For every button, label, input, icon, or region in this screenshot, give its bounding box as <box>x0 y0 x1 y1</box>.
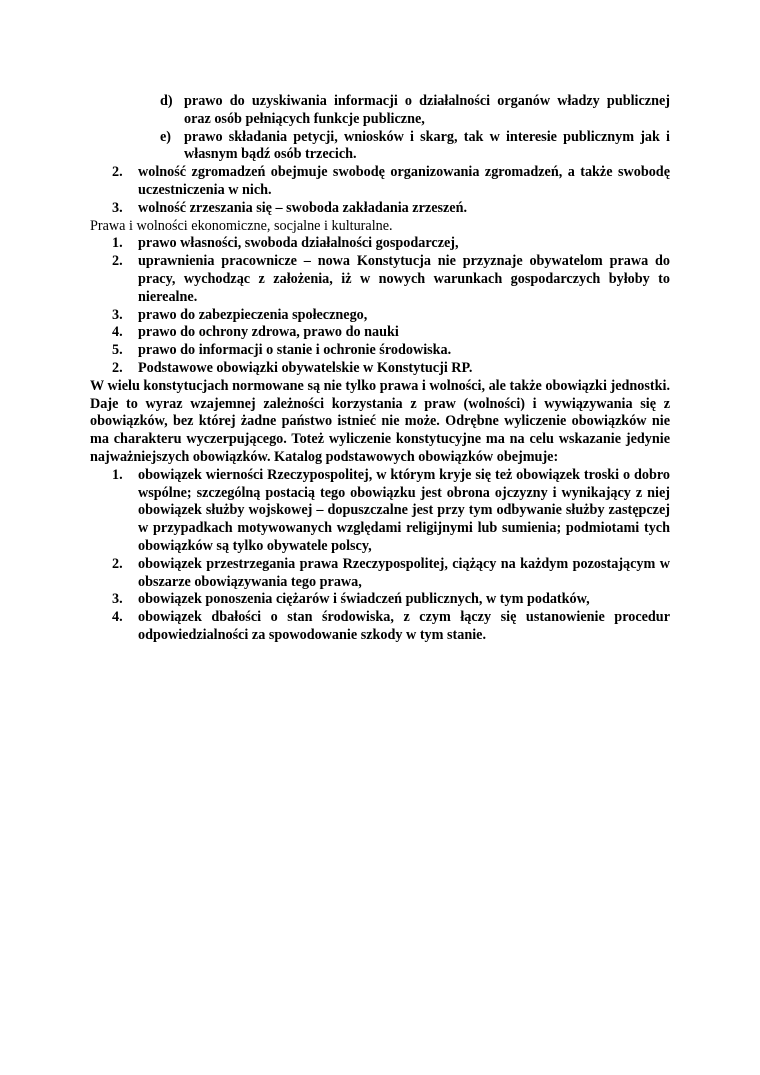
list-text: prawo do uzyskiwania informacji o działalności organów władzy publicznej oraz osób pełniących funkcje publiczne, <box>184 93 670 127</box>
body-paragraph: W wielu konstytucjach normowane są nie tylko prawa i wolności, ale także obowiązki jednostki. Daje to wyraz wzajemnej zależności korzystania z praw (wolności) i wywiązywania się z obowiązków, bez której żadne państwo istnieć nie może. Odrębne wyliczenie obowiązków nie ma charakteru wyczerpującego. Toteż wyliczenie konstytucyjne ma na celu wskazanie jedynie najważniejszych obowiązków. Katalog podstawowych obowiązków obejmuje: <box>90 377 670 465</box>
list-item <box>90 609 670 645</box>
list-item <box>90 342 670 360</box>
list-item <box>90 200 670 218</box>
list-text: obowiązek dbałości o stan środowiska, z czym łączy się ustanowienie procedur odpowiedzialności za spowodowanie szkody w tym stanie. <box>138 609 670 643</box>
list-item <box>90 164 670 200</box>
list-marker: 2. <box>112 555 123 572</box>
list-marker: 1. <box>112 235 123 252</box>
list-item <box>90 324 670 342</box>
list-marker: 3. <box>112 306 123 323</box>
list-text: prawo składania petycji, wniosków i skarg, tak w interesie publicznym jak i własnym bądź osób trzecich. <box>184 128 670 163</box>
list-item <box>90 93 670 129</box>
list-item <box>90 591 670 609</box>
list-marker: 3. <box>112 199 123 216</box>
list-marker: d) <box>160 93 173 109</box>
list-marker: 1. <box>112 466 123 483</box>
list-text: uprawnienia pracownicze – nowa Konstytucja nie przyznaje obywatelom prawa do pracy, wychodząc z założenia, iż w nowych warunkach gospodarczych byłoby to nierealne. <box>138 253 670 305</box>
section-heading: Prawa i wolności ekonomiczne, socjalne i kulturalne. <box>90 217 393 234</box>
document-page <box>90 93 670 645</box>
list-text: obowiązek wierności Rzeczypospolitej, w którym kryje się też obowiązek troski o dobro wspólne; szczególną postacią tego obowiązku jest obrona ojczyzny i wynikający z niej obowiązek służby wojskowej – dopuszczalne jest przy tym odbywanie służby zastępczej w przypadkach motywowanych względami religijnymi lub sumienia; podmiotami tych obowiązków są tylko obywatele polscy, <box>138 466 670 554</box>
list-item <box>90 253 670 306</box>
list-item <box>90 235 670 253</box>
list-marker: 2. <box>112 253 123 270</box>
list-marker: 4. <box>112 324 123 341</box>
list-marker: 5. <box>112 342 123 359</box>
list-item <box>90 307 670 325</box>
list-marker: 4. <box>112 609 123 626</box>
list-text: Podstawowe obowiązki obywatelskie w Konstytucji RP. <box>138 359 473 376</box>
list-text: wolność zrzeszania się – swoboda zakładania zrzeszeń. <box>138 199 468 216</box>
list-item <box>90 129 670 165</box>
list-marker: 2. <box>112 359 123 376</box>
list-text: prawo własności, swoboda działalności gospodarczej, <box>138 235 459 252</box>
list-marker: 3. <box>112 591 123 608</box>
list-text: obowiązek przestrzegania prawa Rzeczypospolitej, ciążący na każdym pozostającym w obszarze obowiązywania tego prawa, <box>138 555 670 590</box>
list-item <box>90 360 670 378</box>
list-text: prawo do ochrony zdrowa, prawo do nauki <box>138 324 399 341</box>
list-text: wolność zgromadzeń obejmuje swobodę organizowania zgromadzeń, a także swobodę uczestniczenia w nich. <box>138 164 670 198</box>
list-item <box>90 556 670 592</box>
list-marker: 2. <box>112 164 123 181</box>
list-text: prawo do informacji o stanie i ochronie środowiska. <box>138 342 452 359</box>
list-text: prawo do zabezpieczenia społecznego, <box>138 306 368 323</box>
list-text: obowiązek ponoszenia ciężarów i świadczeń publicznych, w tym podatków, <box>138 591 590 608</box>
list-item <box>90 467 670 556</box>
list-marker: e) <box>160 128 172 145</box>
